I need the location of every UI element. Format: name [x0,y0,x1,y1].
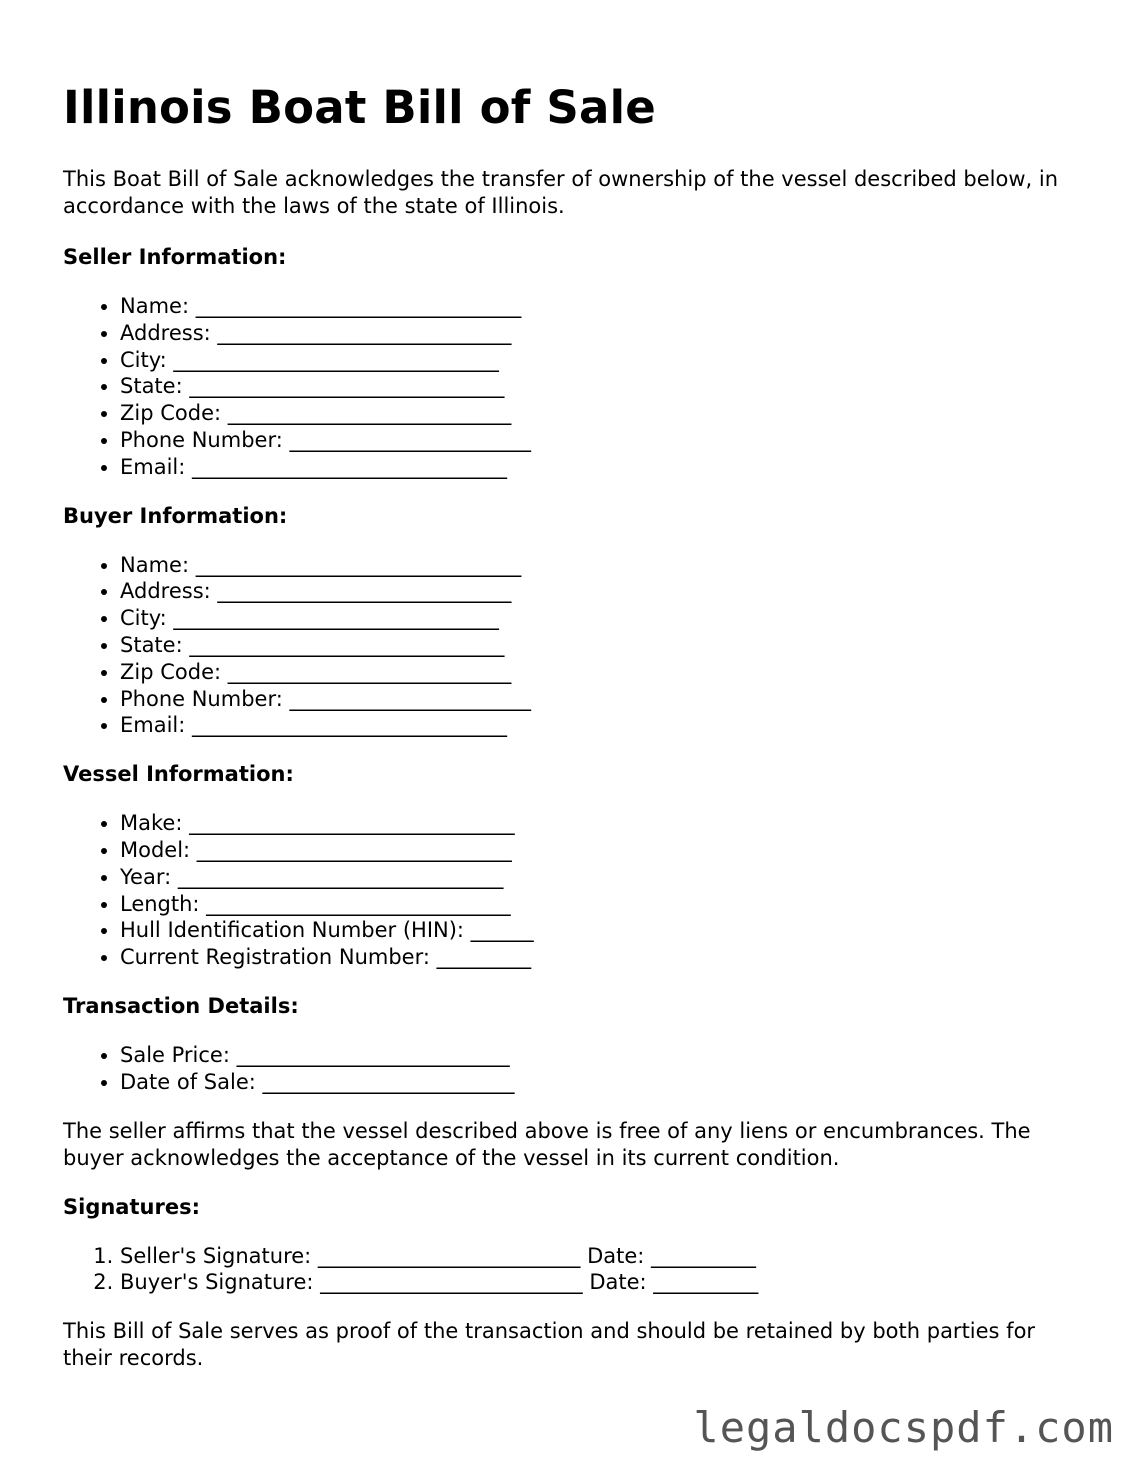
vessel-year-field: • Year: _______________________________ [120,864,1083,891]
seller-signature-line: 1. Seller's Signature: _________________________ Date: __________ [120,1243,1083,1270]
sale-date-field: • Date of Sale: ________________________ [120,1069,1083,1096]
vessel-length-field: • Length: _____________________________ [120,891,1083,918]
transaction-field-list [63,1042,1083,1096]
closing-paragraph: This Bill of Sale serves as proof of the transaction and should be retained by both parties for their records. [63,1319,1036,1371]
watermark: legaldocspdf.com [693,1403,1114,1452]
buyer-city-field: • City: _______________________________ [120,605,1083,632]
buyer-signature-line: 2. Buyer's Signature: _________________________ Date: __________ [120,1269,1083,1296]
sale-price-field: • Sale Price: __________________________ [120,1042,1083,1069]
seller-name-field: • Name: _______________________________ [120,293,1083,320]
buyer-heading: Buyer Information: [63,503,288,528]
seller-city-field: • City: _______________________________ [120,347,1083,374]
intro-paragraph: This Boat Bill of Sale acknowledges the transfer of ownership of the vessel described below, in accordance with the laws of the state of Illinois. [63,167,1059,218]
seller-email-field: • Email: ______________________________ [120,454,1083,481]
signature-list [63,1243,1083,1297]
vessel-registration-field: • Current Registration Number: _________ [120,944,1083,971]
buyer-name-field: • Name: _______________________________ [120,552,1083,579]
buyer-address-field: • Address: ____________________________ [120,578,1083,605]
document [63,78,1083,1372]
vessel-make-field: • Make: _______________________________ [120,810,1083,837]
buyer-phone-field: • Phone Number: _______________________ [120,686,1083,713]
affirmation-paragraph: The seller affirms that the vessel described above is free of any liens or encumbrances. The buyer acknowledges the acceptance of the vessel in its current condition. [63,1118,1031,1170]
vessel-hin-field: • Hull Identification Number (HIN): ______ [120,917,1083,944]
seller-address-field: • Address: ____________________________ [120,320,1083,347]
buyer-state-field: • State: ______________________________ [120,632,1083,659]
seller-state-field: • State: ______________________________ [120,373,1083,400]
vessel-heading: Vessel Information: [63,762,294,787]
transaction-heading: Transaction Details: [63,993,299,1018]
buyer-email-field: • Email: ______________________________ [120,712,1083,739]
signatures-heading: Signatures: [63,1194,200,1219]
document-title: Illinois Boat Bill of Sale [63,81,656,134]
buyer-field-list [63,552,1083,740]
seller-zip-field: • Zip Code: ___________________________ [120,400,1083,427]
vessel-field-list [63,810,1083,971]
vessel-model-field: • Model: ______________________________ [120,837,1083,864]
seller-phone-field: • Phone Number: _______________________ [120,427,1083,454]
buyer-zip-field: • Zip Code: ___________________________ [120,659,1083,686]
seller-heading: Seller Information: [63,245,287,269]
seller-field-list [63,293,1083,481]
